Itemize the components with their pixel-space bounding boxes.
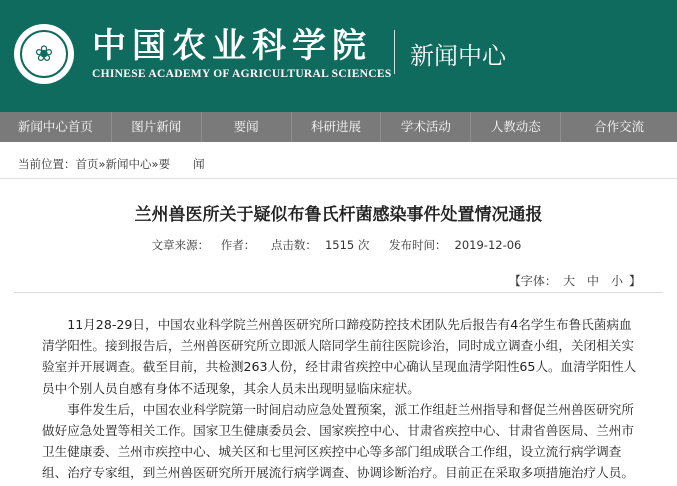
font-size-large-button[interactable]: 大 xyxy=(562,274,575,288)
article-meta xyxy=(0,237,677,253)
emblem-ring: ❀ xyxy=(20,30,68,78)
breadcrumb-home-link[interactable]: 首页 xyxy=(75,157,99,171)
font-size-close: 】 xyxy=(628,274,641,288)
nav-item-headlines[interactable]: 要闻 xyxy=(202,112,292,142)
logo-english: CHINESE ACADEMY OF AGRICULTURAL SCIENCES xyxy=(92,68,392,80)
nav-item-academic-activities[interactable]: 学术活动 xyxy=(381,112,471,142)
section-title[interactable]: 新闻中心 xyxy=(410,42,506,70)
breadcrumb-prefix: 当前位置： xyxy=(18,157,76,171)
academy-emblem-icon[interactable] xyxy=(14,24,74,84)
article-title: 兰州兽医所关于疑似布鲁氏杆菌感染事件处置情况通报 xyxy=(134,205,543,225)
main-nav xyxy=(0,112,677,142)
breadcrumb-current-link[interactable]: 要 闻 xyxy=(158,157,205,171)
date-info xyxy=(385,238,525,252)
date-label: 发布时间： xyxy=(389,238,447,252)
header-divider xyxy=(394,30,395,74)
font-size-small-button[interactable]: 小 xyxy=(610,274,623,288)
breadcrumb-divider xyxy=(0,178,677,179)
date-value: 2019-12-06 xyxy=(454,238,522,252)
breadcrumb-news-link[interactable]: 新闻中心 xyxy=(105,157,152,171)
nav-item-research-progress[interactable]: 科研进展 xyxy=(292,112,382,142)
nav-item-news-home[interactable]: 新闻中心首页 xyxy=(0,112,112,142)
nav-item-photo-news[interactable]: 图片新闻 xyxy=(112,112,202,142)
breadcrumb xyxy=(18,156,205,172)
article-paragraph: 事件发生后，中国农业科学院第一时间启动应急处置预案，派工作组赶兰州指导和督促兰州兽医研究所做好应急处置等相关工作。国家卫生健康委员会、国家疾控中心、甘肃省疾控中心、甘肃省兽医局、兰州市卫生健康委、兰州市疾控中心、城关区和七里河区疾控中心等多部门组成联合工作组，设立流行病学调查组、治疗专家组，到兰州兽医研究所开展流行病学调查、协调诊断治疗。目前正在采取多项措施治疗人员。 xyxy=(42,401,634,481)
source-label: 文章来源： xyxy=(151,238,210,252)
article-paragraph: 11月28-29日，中国农业科学院兰州兽医研究所口蹄疫防控技术团队先后报告有4名学生布鲁氏菌病血清学阳性。接到报告后，兰州兽医研究所立即派人陪同学生前往医院诊治，同时成立调查小组，关闭相关实验室并开展调查。截至目前，共检测263人份，经甘肃省疾控中心确认呈现血清学阳性65人。血清学阳性人员中个别人员自感有身体不适现象，其余人员未出现明显临床症状。 xyxy=(42,317,637,396)
author-label: 作者： xyxy=(220,238,256,252)
nav-item-cooperation[interactable]: 合作交流 xyxy=(594,119,645,134)
site-header xyxy=(0,0,677,112)
hits-info xyxy=(267,238,373,252)
font-size-selector xyxy=(509,272,641,289)
font-size-open: 【字体： xyxy=(508,274,557,288)
breadcrumb-separator: » xyxy=(98,157,106,171)
article-body xyxy=(42,314,642,484)
nav-item-personnel-education[interactable]: 人教动态 xyxy=(471,112,561,142)
logo-chinese[interactable]: 中国农业科学院 xyxy=(92,26,372,66)
meta-divider xyxy=(14,292,663,293)
font-size-medium-button[interactable]: 中 xyxy=(586,274,599,288)
hits-label: 点击数： xyxy=(270,238,317,252)
breadcrumb-separator: » xyxy=(151,157,159,171)
hits-value: 1515 次 xyxy=(324,238,370,252)
